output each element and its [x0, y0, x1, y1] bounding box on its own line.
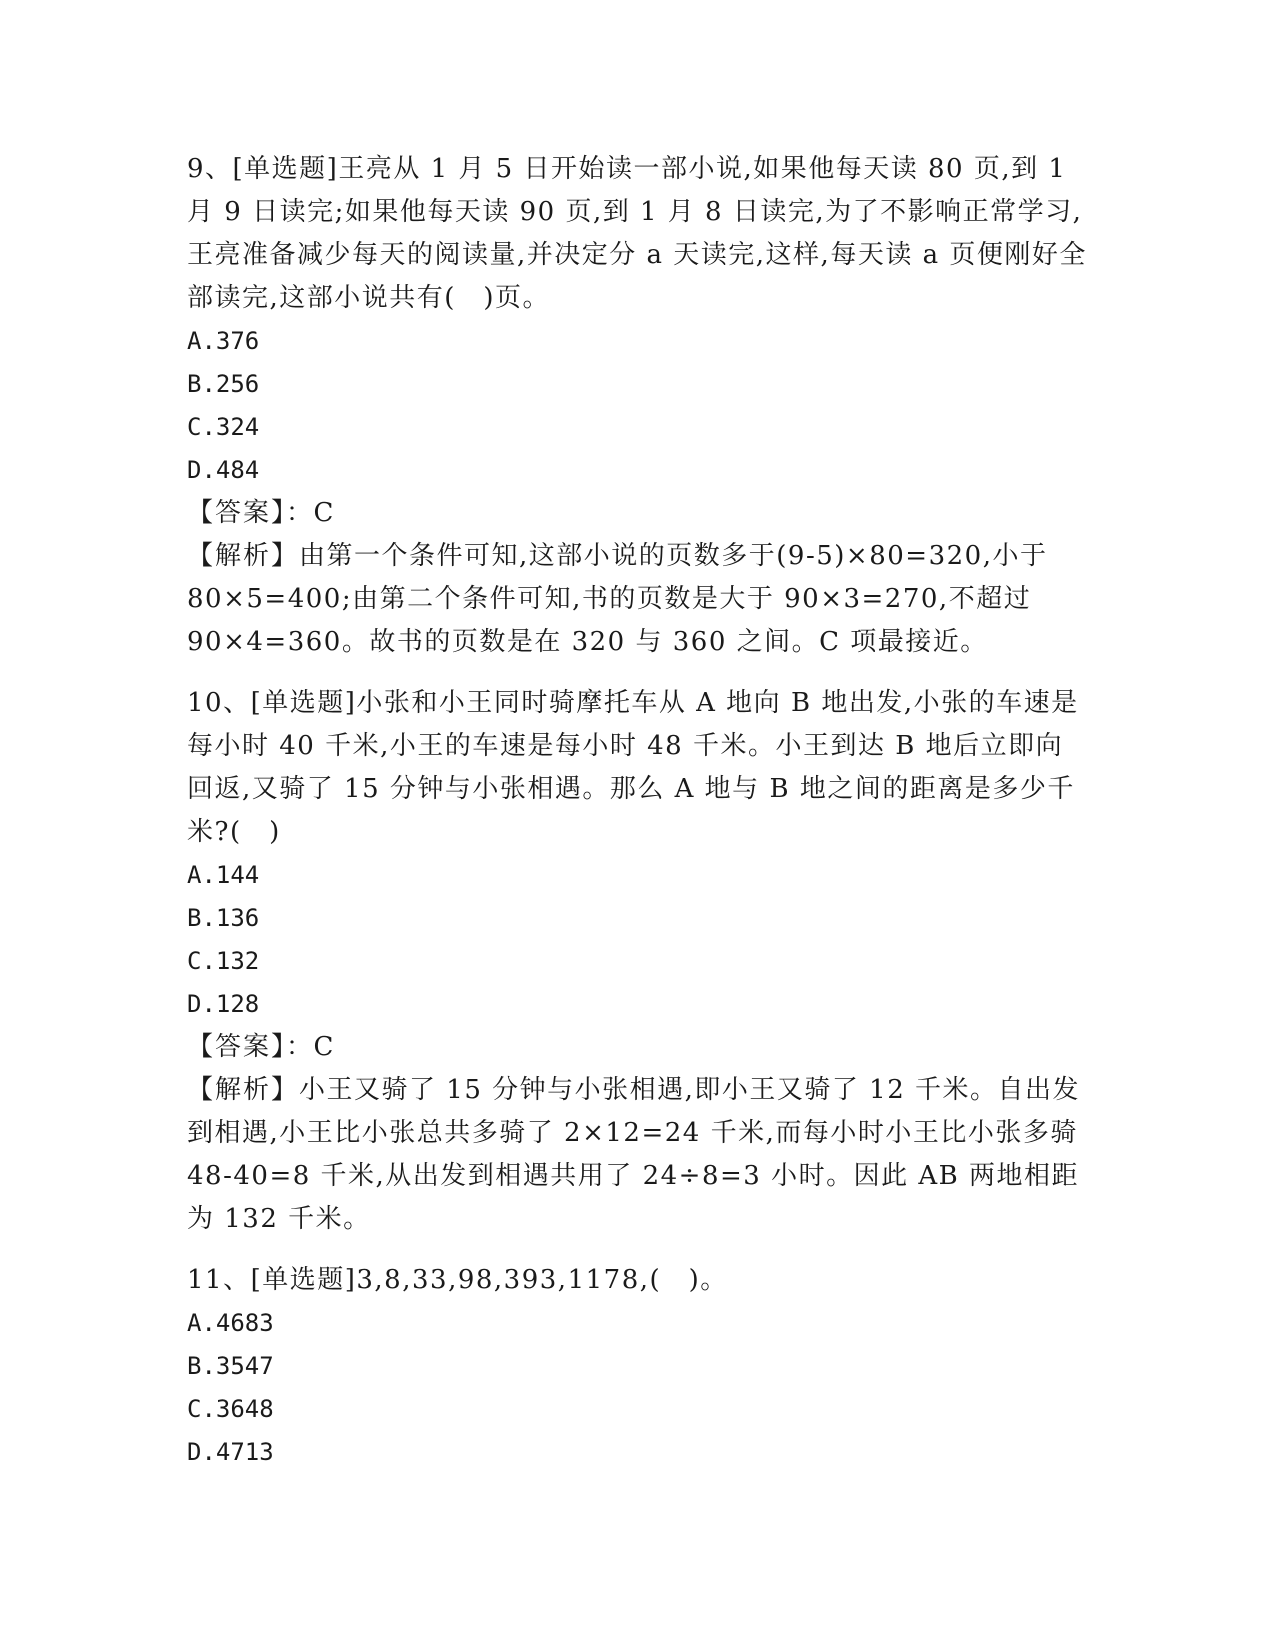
option-d: D.128	[187, 990, 260, 1018]
analysis-tag: 【解析】	[187, 541, 300, 571]
answer-tag: 【答案】	[187, 1032, 287, 1062]
question-gap	[187, 1241, 1087, 1259]
analysis-text: 小王又骑了 15 分钟与小张相遇,即小王又骑了 12 千米。自出发到相遇,小王比小张总共多骑了 2×12=24 千米,而每小时小王比小张多骑 48-40=8 千米,从出发到相遇共用了 24÷8=3 小时。因此 AB 两地相距为 132 千米。	[187, 1075, 1081, 1234]
option-b: B.256	[187, 370, 260, 398]
answer-value: ：C	[286, 498, 335, 528]
document-page	[187, 148, 1087, 1474]
answer-tag: 【答案】	[187, 498, 287, 528]
question-gap	[187, 664, 1087, 682]
answer-line	[187, 492, 1087, 535]
question-stem: 11、[单选题]3,8,33,98,393,1178,( )。	[187, 1265, 728, 1295]
answer-line	[187, 1026, 1087, 1069]
question-9	[187, 148, 1087, 664]
option-c: C.324	[187, 413, 260, 441]
option-a: A.376	[187, 327, 260, 355]
option-b: B.136	[187, 904, 260, 932]
option-b: B.3547	[187, 1352, 274, 1380]
option-c: C.132	[187, 947, 260, 975]
analysis-line	[187, 535, 1087, 664]
option-d: D.4713	[187, 1438, 274, 1466]
analysis-text: 由第一个条件可知,这部小说的页数多于(9-5)×80=320,小于 80×5=400;由第二个条件可知,书的页数是大于 90×3=270,不超过 90×4=360。故书的页数是在 320 与 360 之间。C 项最接近。	[187, 541, 1048, 657]
question-10	[187, 682, 1087, 1241]
analysis-tag: 【解析】	[187, 1075, 300, 1105]
option-c: C.3648	[187, 1395, 274, 1423]
analysis-line	[187, 1069, 1087, 1241]
answer-value: ：C	[286, 1032, 335, 1062]
question-stem: 10、[单选题]小张和小王同时骑摩托车从 A 地向 B 地出发,小张的车速是每小时 40 千米,小王的车速是每小时 48 千米。小王到达 B 地后立即向回返,又骑了 15 分钟与小张相遇。那么 A 地与 B 地之间的距离是多少千米?( )	[187, 688, 1079, 847]
option-a: A.144	[187, 861, 260, 889]
question-stem: 9、[单选题]王亮从 1 月 5 日开始读一部小说,如果他每天读 80 页,到 1 月 9 日读完;如果他每天读 90 页,到 1 月 8 日读完,为了不影响正常学习,王亮准备减少每天的阅读量,并决定分 a 天读完,这样,每天读 a 页便刚好全部读完,这部小说共有( )页。	[187, 154, 1087, 313]
question-11	[187, 1259, 1087, 1474]
option-a: A.4683	[187, 1309, 274, 1337]
option-d: D.484	[187, 456, 260, 484]
